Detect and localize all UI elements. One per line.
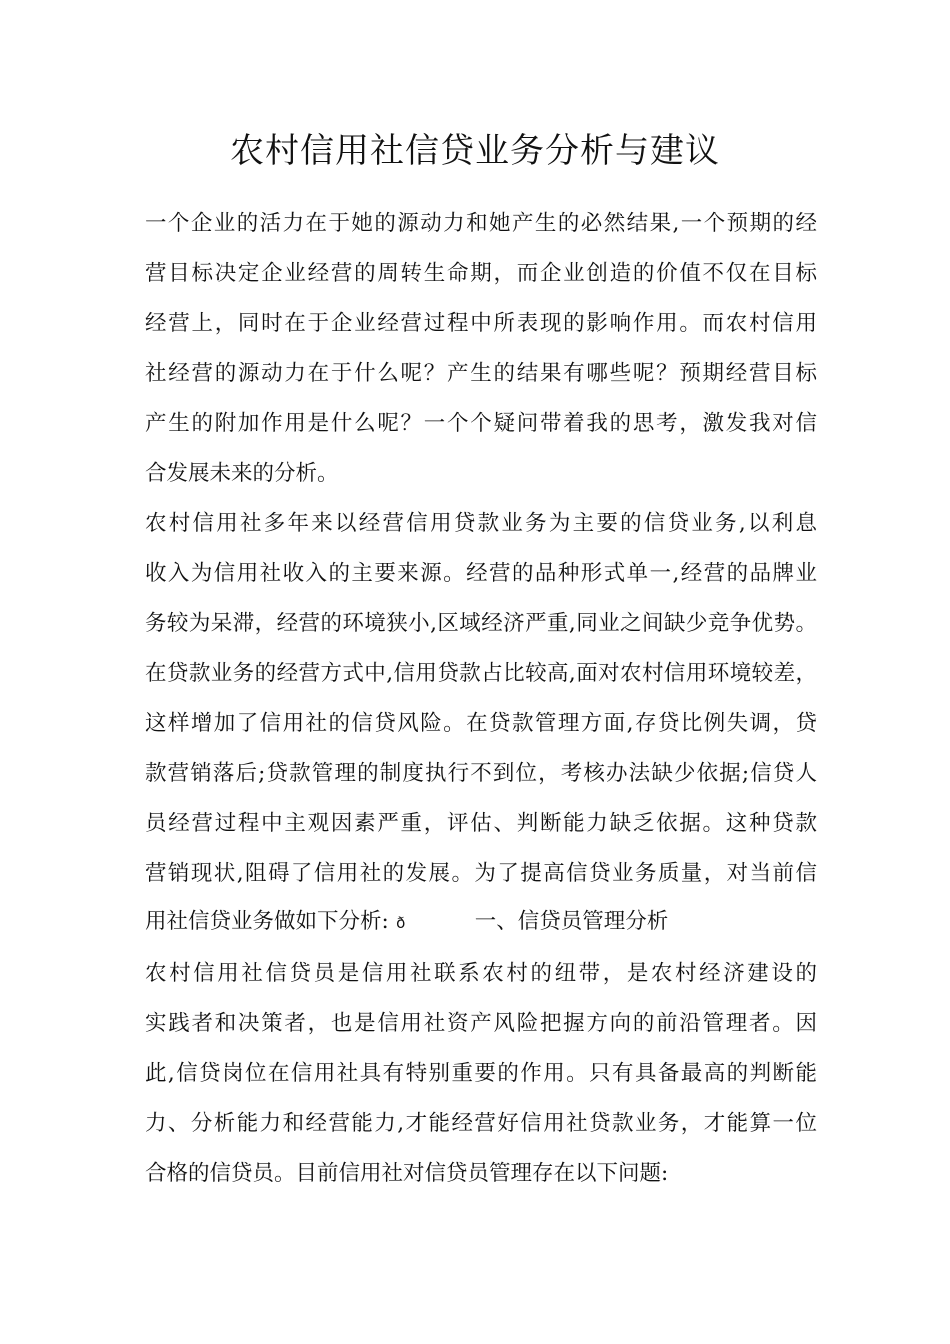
body-line: 社经营的源动力在于什么呢？产生的结果有哪些呢？预期经营目标 (145, 361, 817, 386)
body-line: 农村信用社多年来以经营信用贷款业务为主要的信贷业务,以利息 (145, 511, 817, 536)
section-heading: 一、信贷员管理分析 (474, 909, 669, 934)
body-line: 员经营过程中主观因素严重，评估、判断能力缺乏依据。这种贷款 (145, 811, 817, 836)
body-line: 农村信用社信贷员是信用社联系农村的纽带，是农村经济建设的 (145, 961, 817, 986)
body-line: 收入为信用社收入的主要来源。经营的品种形式单一,经营的品牌业 (145, 561, 817, 586)
body-line: 营目标决定企业经营的周转生命期，而企业创造的价值不仅在目标 (145, 261, 817, 286)
inline-mark-icon: ð (396, 914, 406, 932)
body-line: 力、分析能力和经营能力,才能经营好信用社贷款业务，才能算一位 (145, 1111, 817, 1136)
body-line: 实践者和决策者，也是信用社资产风险把握方向的前沿管理者。因 (145, 1011, 817, 1036)
body-line: 务较为呆滞，经营的环境狭小,区域经济严重,同业之间缺少竞争优势。 (145, 611, 817, 636)
body-line: 此,信贷岗位在信用社具有特别重要的作用。只有具备最高的判断能 (145, 1061, 817, 1086)
body-line: 一个企业的活力在于她的源动力和她产生的必然结果,一个预期的经 (145, 211, 817, 236)
body-line-with-heading (145, 906, 668, 938)
body-line: 款营销落后;贷款管理的制度执行不到位，考核办法缺少依据;信贷人 (145, 761, 817, 786)
body-line: 在贷款业务的经营方式中,信用贷款占比较高,面对农村信用环境较差， (145, 661, 817, 686)
body-line: 合格的信贷员。目前信用社对信贷员管理存在以下问题: (145, 1161, 669, 1186)
body-line: 这样增加了信用社的信贷风险。在贷款管理方面,存贷比例失调，贷 (145, 711, 817, 736)
body-line: 营销现状,阻碍了信用社的发展。为了提高信贷业务质量，对当前信 (145, 861, 817, 886)
body-line: 产生的附加作用是什么呢？一个个疑问带着我的思考，激发我对信 (145, 411, 817, 436)
body-line: 合发展未来的分析。 (145, 461, 339, 486)
document-title: 农村信用社信贷业务分析与建议 (230, 131, 720, 171)
body-line: 经营上，同时在于企业经营过程中所表现的影响作用。而农村信用 (145, 311, 817, 336)
body-line-text: 用社信贷业务做如下分析: (145, 909, 389, 934)
